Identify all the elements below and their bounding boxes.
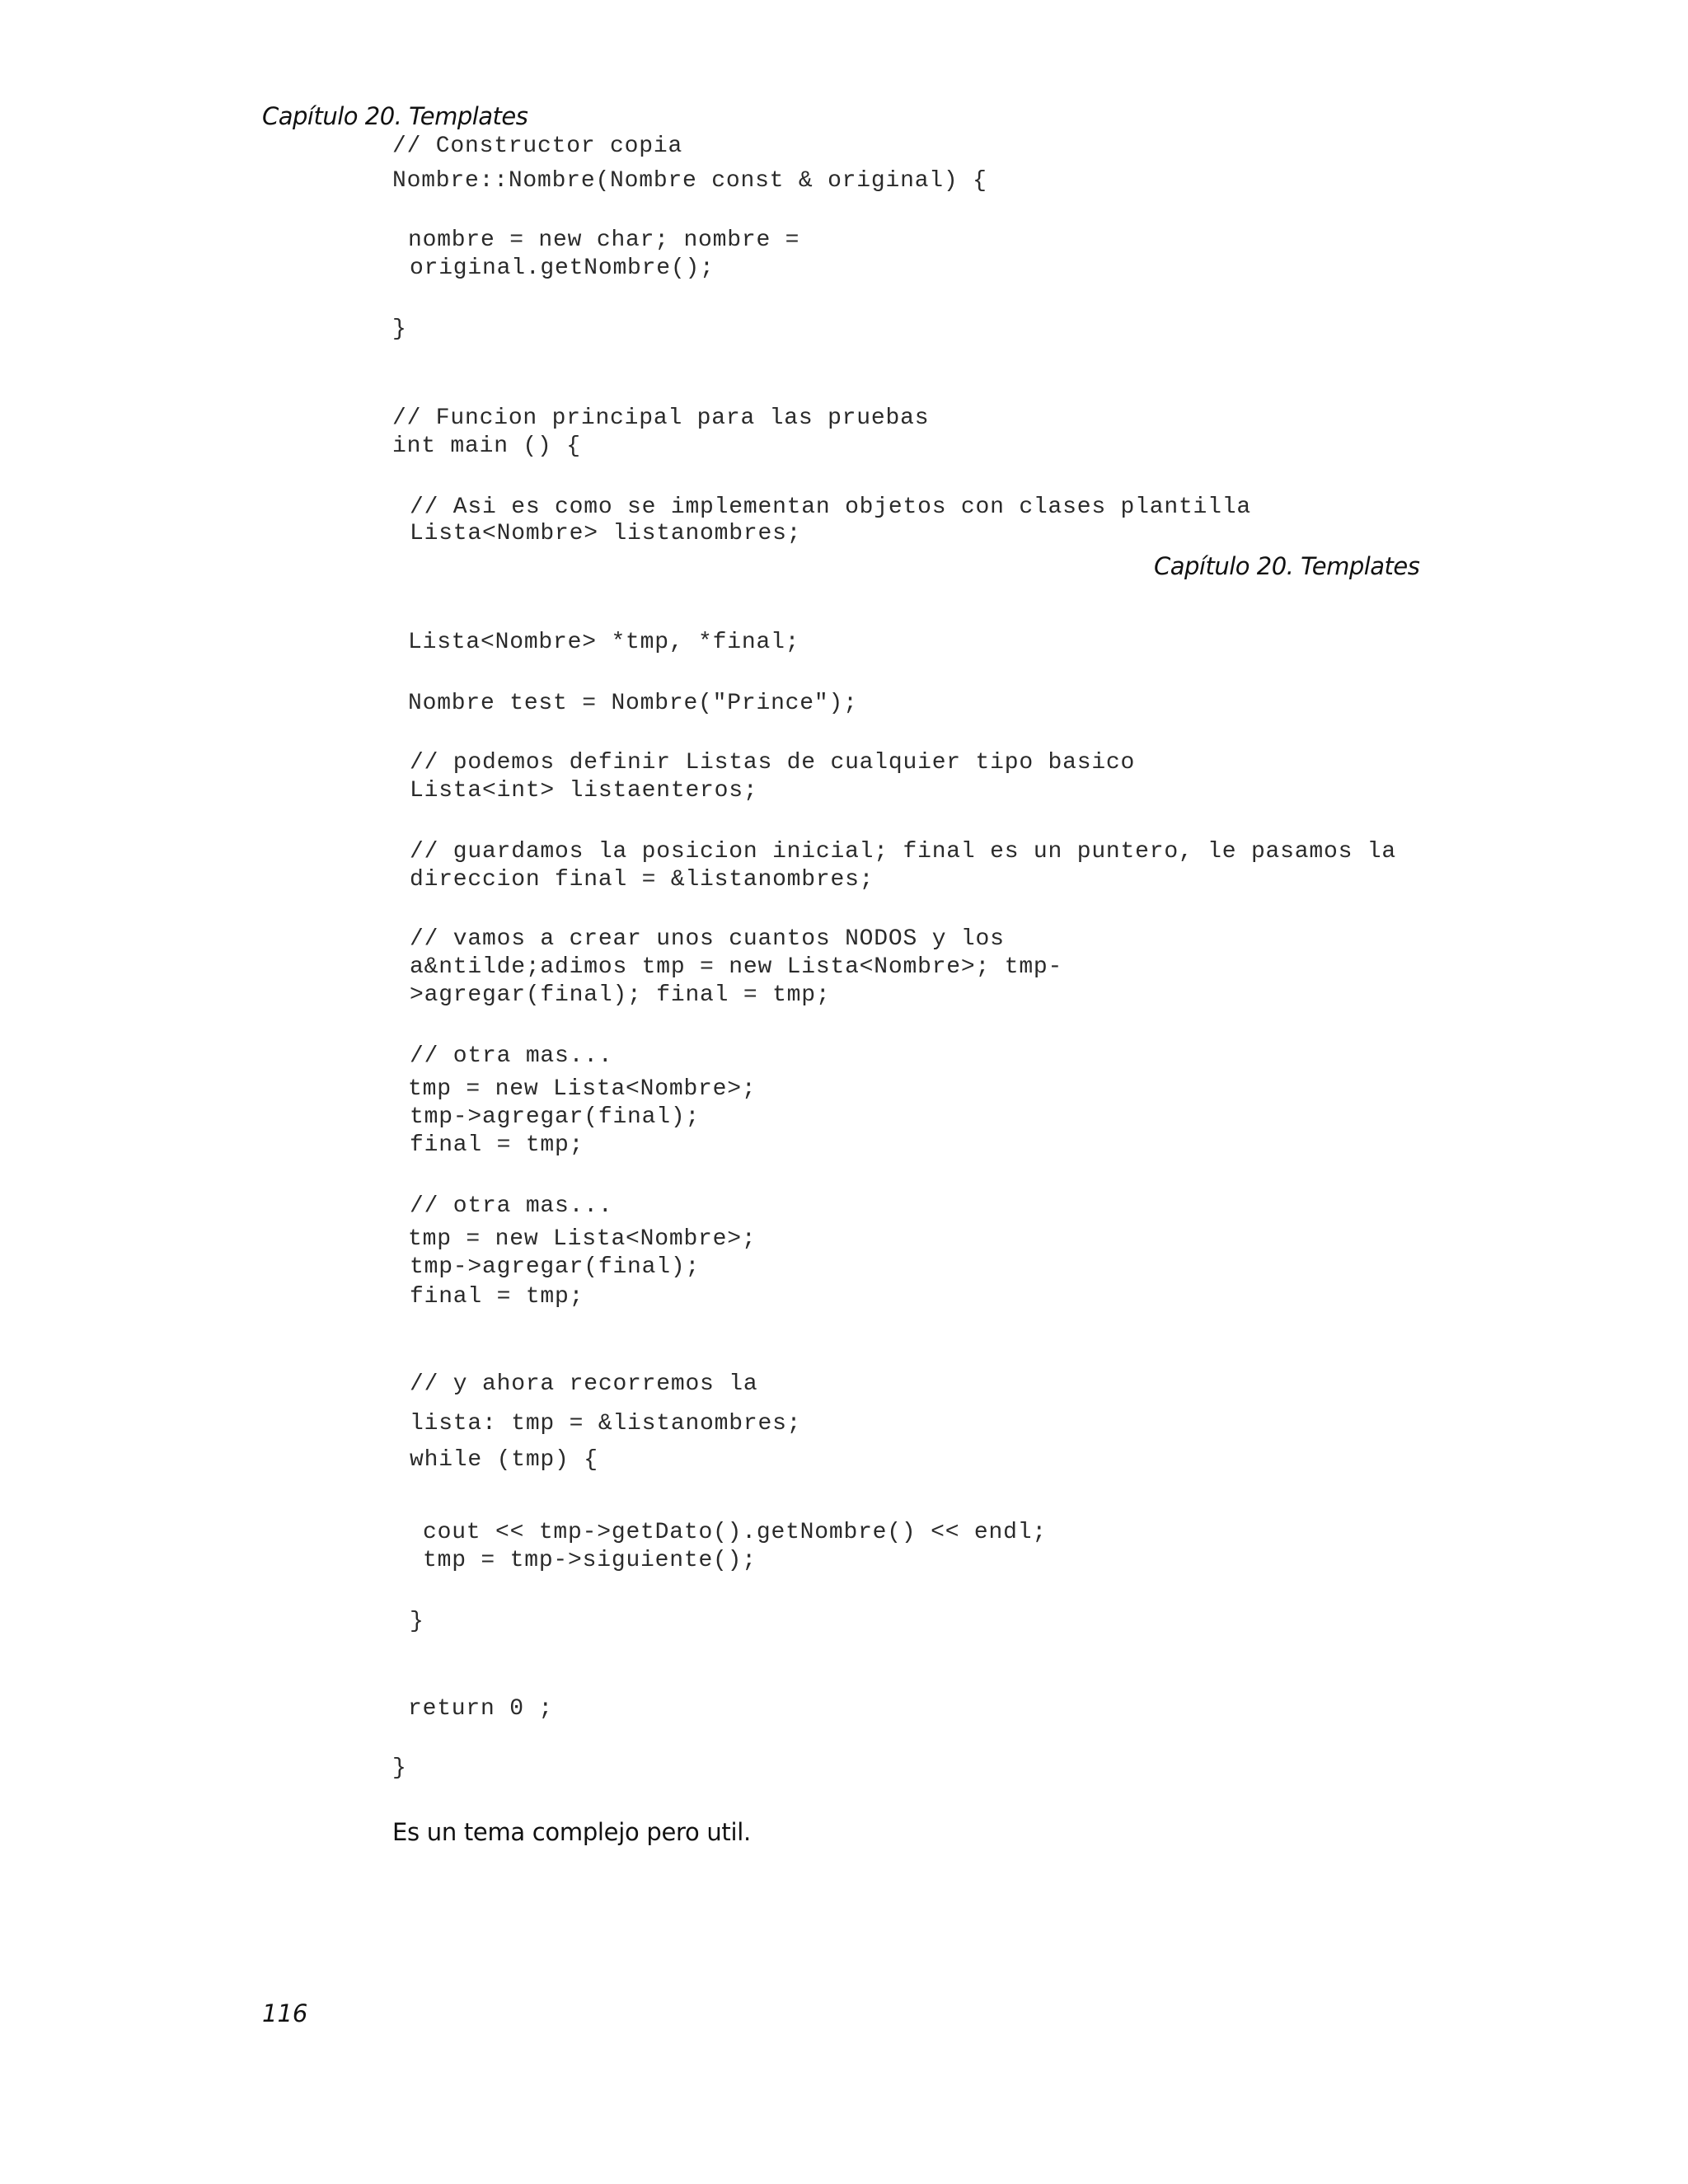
- code-line: return 0 ;: [408, 1696, 554, 1722]
- code-line: original.getNombre();: [410, 255, 715, 281]
- code-line: tmp = new Lista<Nombre>;: [408, 1226, 757, 1252]
- code-line: tmp = new Lista<Nombre>;: [408, 1076, 757, 1102]
- code-line: Nombre test = Nombre("Prince");: [408, 691, 858, 716]
- code-line: Lista<Nombre> *tmp, *final;: [408, 630, 800, 655]
- code-line: cout << tmp->getDato().getNombre() << endl;: [423, 1520, 1047, 1545]
- code-line: // Funcion principal para las pruebas: [392, 405, 930, 431]
- running-header-top: Capítulo 20. Templates: [262, 102, 528, 130]
- code-line: a&ntilde;adimos tmp = new Lista<Nombre>; tmp-: [410, 954, 1063, 980]
- code-line: // y ahora recorremos la: [410, 1371, 758, 1397]
- code-line: lista: tmp = &listanombres;: [410, 1411, 802, 1436]
- code-line: tmp->agregar(final);: [410, 1254, 701, 1280]
- code-line: tmp = tmp->siguiente();: [423, 1548, 757, 1573]
- code-line: // vamos a crear unos cuantos NODOS y los: [410, 926, 1005, 952]
- code-line: // otra mas...: [410, 1043, 613, 1069]
- code-line: // otra mas...: [410, 1193, 613, 1219]
- code-line: // Constructor copia: [392, 134, 683, 159]
- code-line: Lista<int> listaenteros;: [410, 778, 758, 804]
- code-line: direccion final = &listanombres;: [410, 867, 874, 893]
- code-line: final = tmp;: [410, 1284, 584, 1310]
- code-line: >agregar(final); final = tmp;: [410, 982, 831, 1008]
- code-line: nombre = new char; nombre =: [408, 227, 800, 253]
- code-line: }: [410, 1609, 424, 1634]
- running-header-mid: Capítulo 20. Templates: [1154, 552, 1420, 580]
- code-line: Nombre::Nombre(Nombre const & original) {: [392, 168, 987, 194]
- page-number: 116: [262, 1999, 308, 2027]
- code-line: }: [392, 1755, 407, 1781]
- code-line: // podemos definir Listas de cualquier tipo basico: [410, 750, 1136, 776]
- code-line: // guardamos la posicion inicial; final es un puntero, le pasamos la: [410, 839, 1396, 865]
- code-line: Lista<Nombre> listanombres;: [410, 521, 802, 546]
- closing-paragraph: Es un tema complejo pero util.: [392, 1818, 751, 1846]
- code-line: while (tmp) {: [410, 1447, 598, 1473]
- code-line: final = tmp;: [410, 1132, 584, 1158]
- code-line: tmp->agregar(final);: [410, 1104, 701, 1130]
- code-line: }: [392, 316, 407, 342]
- code-line: int main () {: [392, 434, 581, 459]
- code-line: // Asi es como se implementan objetos con clases plantilla: [410, 494, 1251, 520]
